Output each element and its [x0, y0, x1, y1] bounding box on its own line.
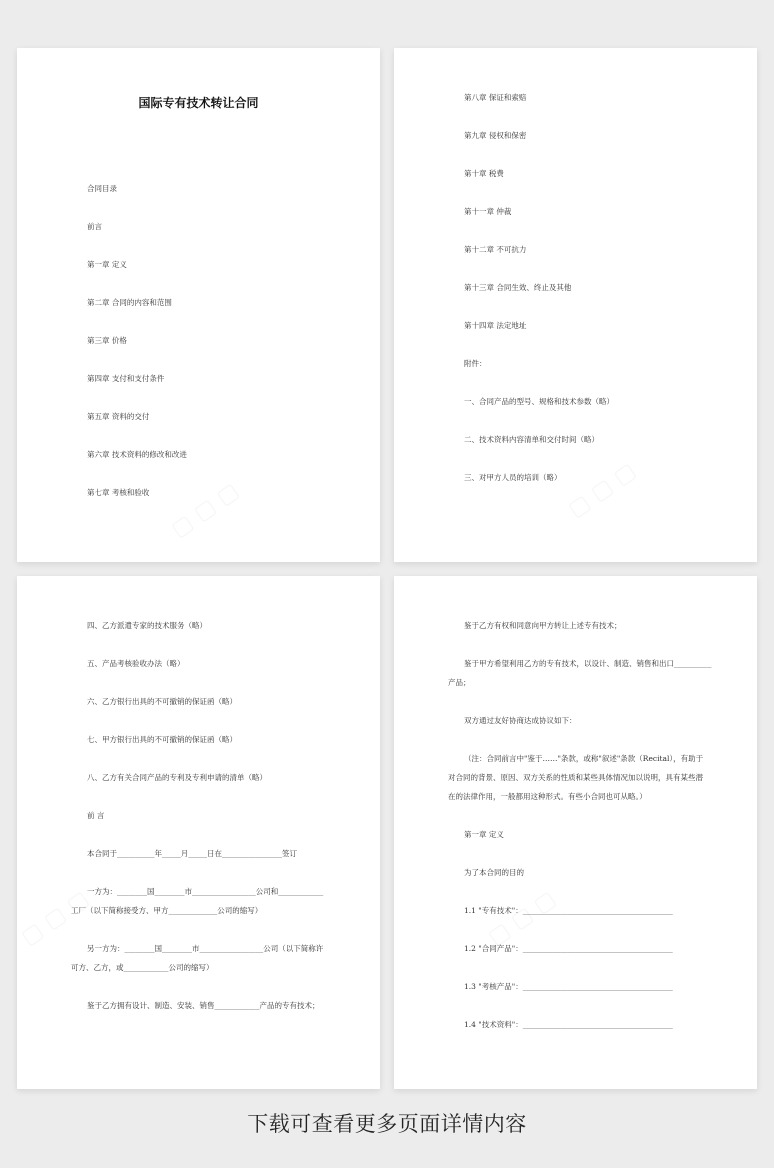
toc-item: 第三章 价格 [87, 336, 127, 345]
annex-item: 三、对甲方人员的培训（略） [464, 473, 562, 482]
toc-item: 第二章 合同的内容和范围 [87, 298, 172, 307]
body-text: 本合同于__________年_____月_____日在________________签订 [87, 849, 297, 858]
toc-item: 第八章 保证和索赔 [464, 93, 527, 102]
watermark [17, 886, 94, 950]
annex-item: 二、技术资料内容清单和交付时间（略） [464, 435, 599, 444]
annex-item: 六、乙方银行出具的不可撤销的保证函（略） [87, 697, 237, 706]
toc-item: 第一章 定义 [87, 260, 127, 269]
definition-item: 1.4 "技术资料"：________________________________________ [464, 1020, 673, 1029]
toc-item: 前言 [87, 222, 102, 231]
annex-item: 五、产品考核验收办法（略） [87, 659, 185, 668]
watermark [167, 478, 244, 542]
watermark [484, 886, 561, 950]
toc-item: 第五章 资料的交付 [87, 412, 150, 421]
annex-item: 一、合同产品的型号、规格和技术参数（略） [464, 397, 614, 406]
body-text: 工厂（以下简称接受方、甲方_____________公司的缩写） [71, 906, 263, 915]
definition-item: 1.2 "合同产品"：________________________________________ [464, 944, 673, 953]
download-caption: 下载可查看更多页面详情内容 [247, 1112, 527, 1136]
body-text: 一方为：________国________市_________________公司和____________ [87, 887, 324, 896]
document-page-4 [394, 576, 757, 1089]
note-text: 对合同的背景、原因、双方关系的性质和某些具体情况加以说明，具有某些潜 [448, 773, 703, 782]
annex-item: 七、甲方银行出具的不可撤销的保证函（略） [87, 735, 237, 744]
body-text: 鉴于甲方希望利用乙方的专有技术，以设计、制造、销售和出口__________ [464, 659, 712, 668]
toc-item: 第十一章 仲裁 [464, 207, 512, 216]
body-text: 鉴于乙方拥有设计、制造、安装、销售____________产品的专有技术； [87, 1001, 320, 1010]
body-text: 为了本合同的目的 [464, 868, 524, 877]
body-text: 另一方为：________国________市_________________公司（以下简称许 [87, 944, 324, 953]
annex-item: 四、乙方派遣专家的技术服务（略） [87, 621, 207, 630]
note-text: （注：合同前言中"鉴于……"条款，或称"叙述"条款（Recital），有助于 [464, 754, 704, 763]
body-text: 可方、乙方，或____________公司的缩写） [71, 963, 214, 972]
toc-item: 第十二章 不可抗力 [464, 245, 527, 254]
toc-item: 第四章 支付和支付条件 [87, 374, 165, 383]
toc-item: 第七章 考核和验收 [87, 488, 150, 497]
document-page-3 [17, 576, 380, 1089]
watermark [564, 458, 641, 522]
chapter-heading: 第一章 定义 [464, 830, 504, 839]
body-text: 产品； [448, 678, 471, 687]
toc-item: 第十三章 合同生效、终止及其他 [464, 283, 572, 292]
body-text: 双方通过友好协商达成协议如下： [464, 716, 577, 725]
definition-item: 1.3 "考核产品"：________________________________________ [464, 982, 673, 991]
toc-heading: 合同目录 [87, 184, 117, 193]
section-heading: 前 言 [87, 811, 105, 820]
toc-item: 第十四章 法定地址 [464, 321, 527, 330]
toc-item: 第十章 税费 [464, 169, 504, 178]
document-page-2 [394, 48, 757, 562]
note-text: 在的法律作用，一般都用这种形式。有些小合同也可从略。） [448, 792, 647, 801]
annex-heading: 附件： [464, 359, 487, 368]
definition-item: 1.1 "专有技术"：________________________________________ [464, 906, 673, 915]
toc-item: 第六章 技术资料的修改和改进 [87, 450, 187, 459]
page-title: 国际专有技术转让合同 [138, 96, 259, 110]
annex-item: 八、乙方有关合同产品的专利及专利申请的清单（略） [87, 773, 267, 782]
toc-item: 第九章 侵权和保密 [464, 131, 527, 140]
document-page-1 [17, 48, 380, 562]
body-text: 鉴于乙方有权和同意向甲方转让上述专有技术； [464, 621, 622, 630]
